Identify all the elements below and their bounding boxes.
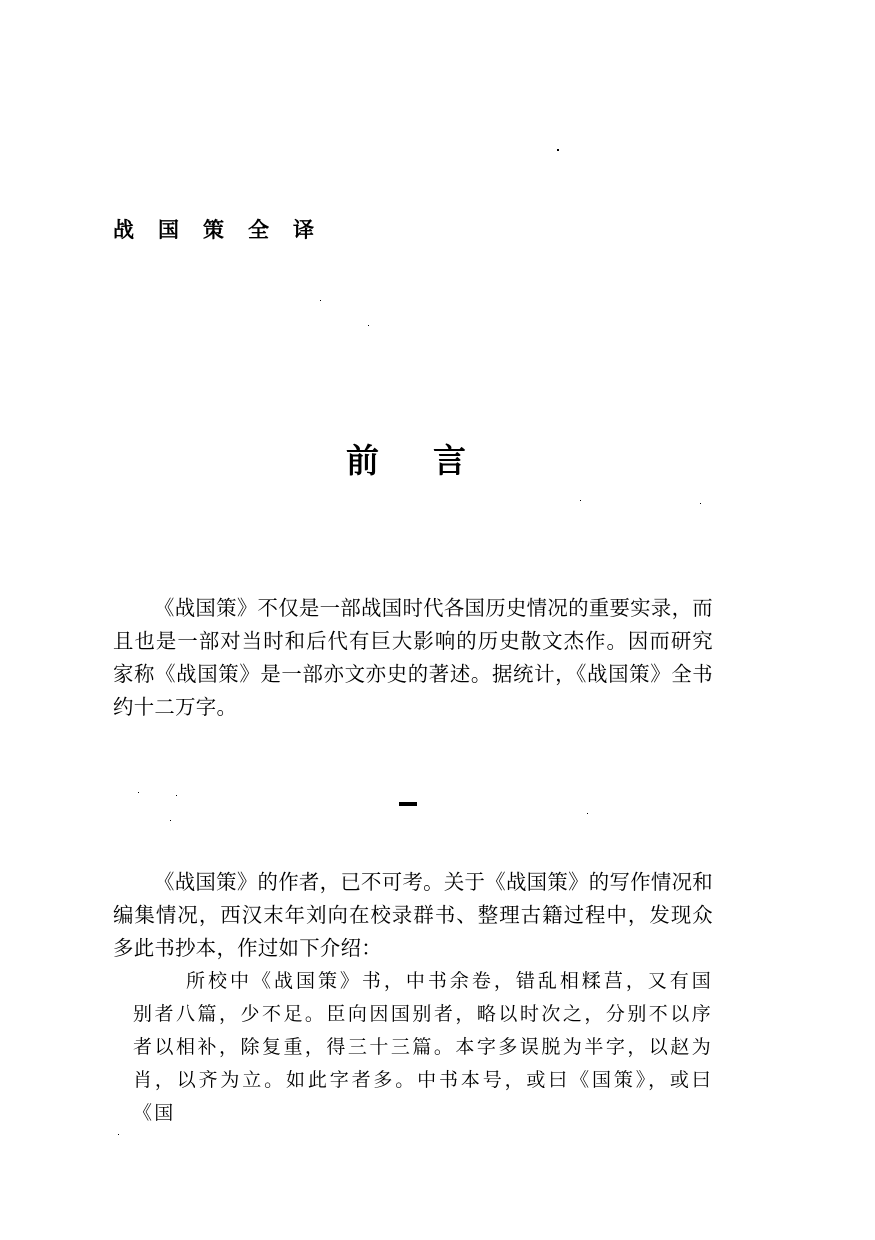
body-paragraph: 《战国策》的作者，已不可考。关于《战国策》的写作情况和编集情况，西汉末年刘向在校录群书、整理古籍过程中，发现众多此书抄本，作过如下介绍： [113,870,713,960]
scan-speck [368,325,369,326]
scan-speck [700,503,701,504]
scan-speck [587,813,588,814]
scan-speck [320,300,321,301]
chapter-title: 前言 [346,441,520,480]
scan-speck [138,792,139,793]
scan-speck [118,1134,119,1135]
block-quote: 所校中《战国策》书，中书余卷，错乱相糅莒，又有国别者八篇，少不足。臣向因国别者，略以时次之，分别不以序者以相补，除复重，得三十三篇。本字多误脱为半字，以赵为肖，以齐为立。如此字者多。中书本号，或曰《国策》，或曰《国 [133,970,713,1124]
body-paragraph: 《战国策》不仅是一部战国时代各国历史情况的重要实录，而且也是一部对当时和后代有巨大影响的历史散文杰作。因而研究家称《战国策》是一部亦文亦史的著述。据统计，《战国策》全书约十二万字。 [113,596,713,719]
scan-speck [557,149,559,151]
scan-speck [176,795,177,796]
running-head: 战国策全译 [113,217,338,242]
section-divider [399,802,417,806]
scan-speck [580,500,581,501]
scan-speck [170,820,171,821]
